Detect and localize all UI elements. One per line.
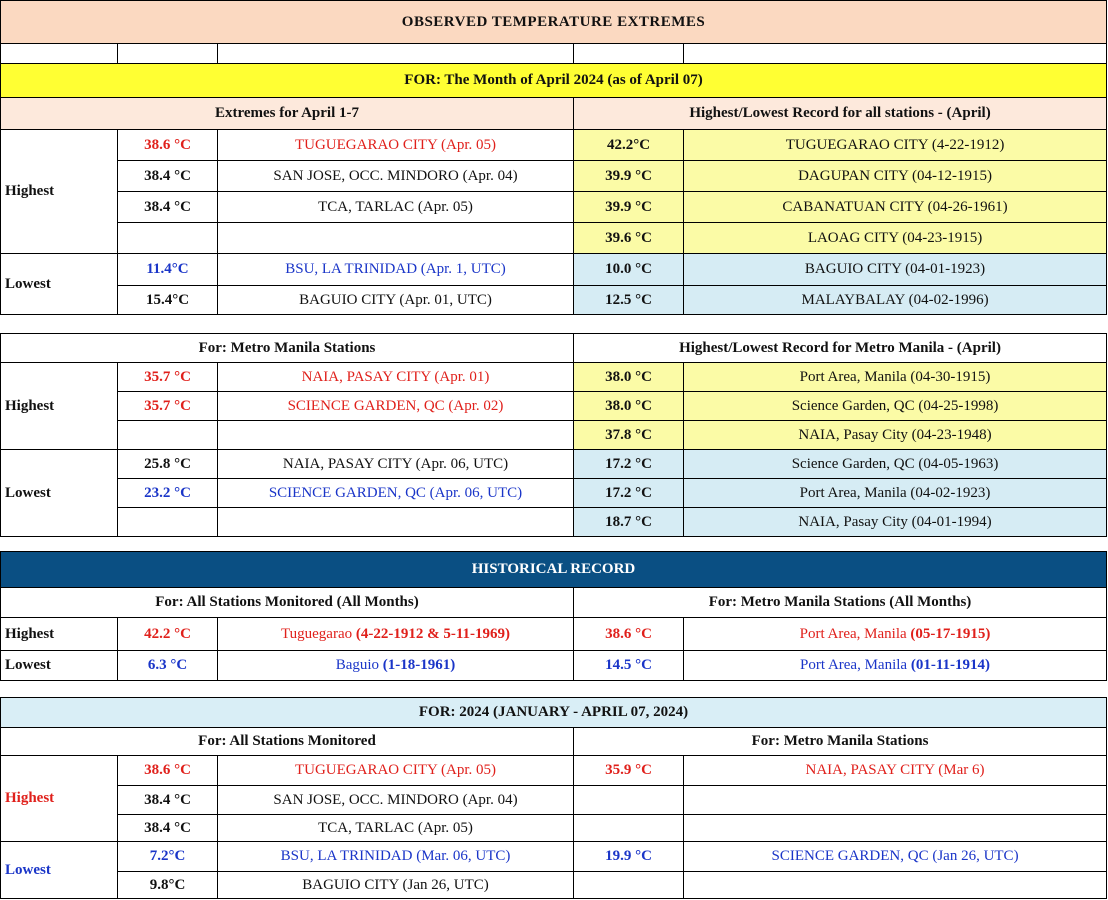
year-highest-temp: 38.4 °C xyxy=(118,815,218,842)
historical-mm-highest-temp: 38.6 °C xyxy=(574,618,684,651)
historical-all-header: For: All Stations Monitored (All Months) xyxy=(1,588,574,618)
april-record-low-temp: 10.0 °C xyxy=(574,254,684,286)
historical-highest-temp: 42.2 °C xyxy=(118,618,218,651)
metro-record-temp: 38.0 °C xyxy=(574,363,684,392)
april-highest-temp: 38.6 °C xyxy=(118,130,218,161)
metro-record-low-station: Port Area, Manila (04-02-1923) xyxy=(684,479,1107,508)
metro-highest-station: SCIENCE GARDEN, QC (Apr. 02) xyxy=(218,392,574,421)
year-all-header: For: All Stations Monitored xyxy=(1,728,574,756)
april-record-low-temp: 12.5 °C xyxy=(574,286,684,315)
year-mm-highest-temp: 35.9 °C xyxy=(574,756,684,786)
station-name: Port Area, Manila xyxy=(800,657,908,673)
metro-lowest-temp: 25.8 °C xyxy=(118,450,218,479)
april-lowest-temp: 15.4°C xyxy=(118,286,218,315)
record-date: (4-22-1912 & 5-11-1969) xyxy=(355,625,510,642)
year-highest-row xyxy=(1,756,1107,786)
april-extremes-header: Extremes for April 1-7 xyxy=(1,98,574,130)
metro-highest-row xyxy=(1,363,1107,392)
year-lowest-temp: 9.8°C xyxy=(118,872,218,899)
metro-highest-station xyxy=(218,421,574,450)
year-highest-row xyxy=(1,786,1107,815)
record-date: (05-17-1915) xyxy=(910,625,991,642)
historical-lowest-station xyxy=(218,651,574,681)
april-record-header: Highest/Lowest Record for all stations - (April) xyxy=(574,98,1107,130)
year-lowest-row xyxy=(1,842,1107,872)
year-highest-station: TCA, TARLAC (Apr. 05) xyxy=(218,815,574,842)
april-highest-row xyxy=(1,192,1107,223)
lowest-label: Lowest xyxy=(1,254,118,315)
april-highest-row xyxy=(1,130,1107,161)
metro-record-low-temp: 17.2 °C xyxy=(574,479,684,508)
april-lowest-row xyxy=(1,286,1107,315)
april-lowest-row xyxy=(1,254,1107,286)
april-record-low-station: MALAYBALAY (04-02-1996) xyxy=(684,286,1107,315)
april-highest-temp: 38.4 °C xyxy=(118,161,218,192)
page-title: OBSERVED TEMPERATURE EXTREMES xyxy=(1,1,1107,44)
year-mm-highest-temp xyxy=(574,786,684,815)
lowest-label: Lowest xyxy=(1,651,118,681)
station-name: Port Area, Manila xyxy=(799,625,907,642)
april-extremes-table xyxy=(0,0,1107,315)
metro-lowest-temp: 23.2 °C xyxy=(118,479,218,508)
metro-lowest-temp xyxy=(118,508,218,537)
highest-label: Highest xyxy=(1,618,118,651)
spacer-row xyxy=(1,44,1107,64)
april-record-station: CABANATUAN CITY (04-26-1961) xyxy=(684,192,1107,223)
historical-metro-header: For: Metro Manila Stations (All Months) xyxy=(574,588,1107,618)
lowest-label: Lowest xyxy=(1,842,118,899)
april-record-temp: 39.6 °C xyxy=(574,223,684,254)
april-highest-station: TCA, TARLAC (Apr. 05) xyxy=(218,192,574,223)
metro-highest-temp xyxy=(118,421,218,450)
year-2024-table xyxy=(0,697,1107,899)
metro-highest-row xyxy=(1,392,1107,421)
metro-highest-temp: 35.7 °C xyxy=(118,392,218,421)
year-mm-highest-temp xyxy=(574,815,684,842)
april-lowest-station: BAGUIO CITY (Apr. 01, UTC) xyxy=(218,286,574,315)
year-highest-row xyxy=(1,815,1107,842)
april-record-low-station: BAGUIO CITY (04-01-1923) xyxy=(684,254,1107,286)
metro-record-station: Science Garden, QC (04-25-1998) xyxy=(684,392,1107,421)
april-highest-row xyxy=(1,161,1107,192)
year-metro-header: For: Metro Manila Stations xyxy=(574,728,1107,756)
april-highest-temp: 38.4 °C xyxy=(118,192,218,223)
metro-record-low-station: NAIA, Pasay City (04-01-1994) xyxy=(684,508,1107,537)
historical-mm-lowest-station xyxy=(684,651,1107,681)
record-date: (1-18-1961) xyxy=(382,657,456,673)
year-lowest-station: BAGUIO CITY (Jan 26, UTC) xyxy=(218,872,574,899)
april-record-station: DAGUPAN CITY (04-12-1915) xyxy=(684,161,1107,192)
april-highest-station xyxy=(218,223,574,254)
april-highest-temp xyxy=(118,223,218,254)
april-lowest-station: BSU, LA TRINIDAD (Apr. 1, UTC) xyxy=(218,254,574,286)
metro-record-temp: 38.0 °C xyxy=(574,392,684,421)
metro-lowest-row xyxy=(1,508,1107,537)
metro-lowest-station: SCIENCE GARDEN, QC (Apr. 06, UTC) xyxy=(218,479,574,508)
year-lowest-row xyxy=(1,872,1107,899)
metro-lowest-row xyxy=(1,479,1107,508)
metro-header: For: Metro Manila Stations xyxy=(1,334,574,363)
year-lowest-temp: 7.2°C xyxy=(118,842,218,872)
metro-record-header: Highest/Lowest Record for Metro Manila - (April) xyxy=(574,334,1107,363)
april-highest-station: TUGUEGARAO CITY (Apr. 05) xyxy=(218,130,574,161)
historical-record-table xyxy=(0,551,1107,681)
metro-lowest-station: NAIA, PASAY CITY (Apr. 06, UTC) xyxy=(218,450,574,479)
year-mm-highest-station xyxy=(684,786,1107,815)
historical-lowest-temp: 6.3 °C xyxy=(118,651,218,681)
april-record-temp: 39.9 °C xyxy=(574,161,684,192)
lowest-label: Lowest xyxy=(1,450,118,537)
year-highest-temp: 38.4 °C xyxy=(118,786,218,815)
year-mm-lowest-station xyxy=(684,872,1107,899)
year-highest-temp: 38.6 °C xyxy=(118,756,218,786)
station-name: Baguio xyxy=(335,657,380,673)
year-banner: FOR: 2024 (JANUARY - APRIL 07, 2024) xyxy=(1,698,1107,728)
highest-label: Highest xyxy=(1,130,118,254)
metro-record-low-temp: 17.2 °C xyxy=(574,450,684,479)
april-highest-station: SAN JOSE, OCC. MINDORO (Apr. 04) xyxy=(218,161,574,192)
metro-record-temp: 37.8 °C xyxy=(574,421,684,450)
historical-banner: HISTORICAL RECORD xyxy=(1,552,1107,588)
year-lowest-station: BSU, LA TRINIDAD (Mar. 06, UTC) xyxy=(218,842,574,872)
metro-lowest-station xyxy=(218,508,574,537)
metro-record-low-temp: 18.7 °C xyxy=(574,508,684,537)
year-mm-lowest-temp xyxy=(574,872,684,899)
period-banner: FOR: The Month of April 2024 (as of April 07) xyxy=(1,64,1107,98)
station-name: Tuguegarao xyxy=(281,625,353,642)
metro-record-station: NAIA, Pasay City (04-23-1948) xyxy=(684,421,1107,450)
year-mm-lowest-station: SCIENCE GARDEN, QC (Jan 26, UTC) xyxy=(684,842,1107,872)
metro-record-station: Port Area, Manila (04-30-1915) xyxy=(684,363,1107,392)
year-highest-station: TUGUEGARAO CITY (Apr. 05) xyxy=(218,756,574,786)
highest-label: Highest xyxy=(1,363,118,450)
metro-highest-station: NAIA, PASAY CITY (Apr. 01) xyxy=(218,363,574,392)
metro-lowest-row xyxy=(1,450,1107,479)
april-lowest-temp: 11.4°C xyxy=(118,254,218,286)
historical-mm-highest-station xyxy=(684,618,1107,651)
april-record-temp: 39.9 °C xyxy=(574,192,684,223)
metro-highest-temp: 35.7 °C xyxy=(118,363,218,392)
april-record-temp: 42.2°C xyxy=(574,130,684,161)
historical-mm-lowest-temp: 14.5 °C xyxy=(574,651,684,681)
april-highest-row xyxy=(1,223,1107,254)
year-mm-highest-station: NAIA, PASAY CITY (Mar 6) xyxy=(684,756,1107,786)
april-record-station: TUGUEGARAO CITY (4-22-1912) xyxy=(684,130,1107,161)
year-mm-highest-station xyxy=(684,815,1107,842)
april-record-station: LAOAG CITY (04-23-1915) xyxy=(684,223,1107,254)
historical-highest-row xyxy=(1,618,1107,651)
year-highest-station: SAN JOSE, OCC. MINDORO (Apr. 04) xyxy=(218,786,574,815)
highest-label: Highest xyxy=(1,756,118,842)
record-date: (01-11-1914) xyxy=(910,657,990,673)
metro-highest-row xyxy=(1,421,1107,450)
metro-manila-table xyxy=(0,333,1107,537)
metro-record-low-station: Science Garden, QC (04-05-1963) xyxy=(684,450,1107,479)
year-mm-lowest-temp: 19.9 °C xyxy=(574,842,684,872)
historical-lowest-row xyxy=(1,651,1107,681)
historical-highest-station xyxy=(218,618,574,651)
